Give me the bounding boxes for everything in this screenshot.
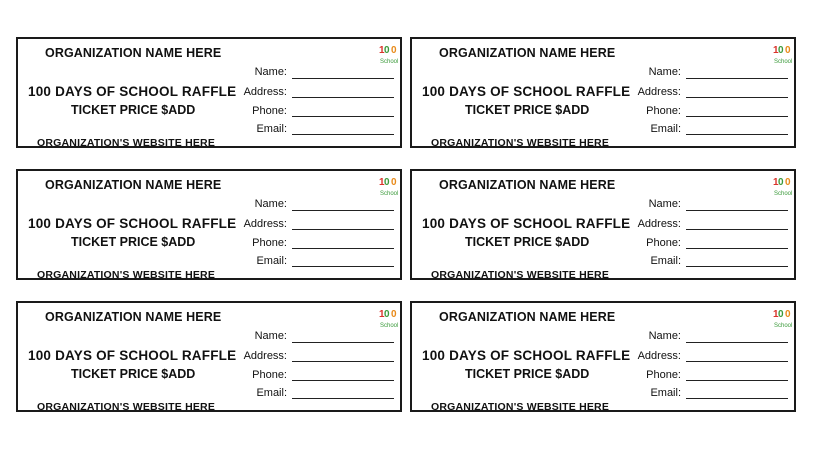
svg-text:1: 1	[773, 45, 779, 56]
svg-text:1: 1	[773, 177, 779, 188]
100-days-logo	[772, 43, 794, 65]
svg-text:0: 0	[391, 177, 397, 188]
address-line	[292, 229, 394, 230]
phone-line	[686, 116, 788, 117]
address-line	[686, 361, 788, 362]
email-label: Email:	[256, 387, 287, 399]
phone-line	[292, 380, 394, 381]
svg-text:0: 0	[785, 309, 791, 320]
100-days-logo	[772, 175, 794, 197]
organization-name: ORGANIZATION NAME HERE	[45, 310, 222, 324]
100-days-logo	[772, 307, 794, 329]
name-label: Name:	[648, 330, 681, 342]
email-line	[686, 266, 788, 267]
svg-text:0: 0	[785, 45, 791, 56]
name-line	[686, 78, 788, 79]
svg-text:0: 0	[384, 45, 390, 56]
email-line	[686, 398, 788, 399]
ticket-price: TICKET PRICE $ADD	[465, 103, 590, 117]
address-label: Address:	[637, 86, 681, 98]
email-line	[292, 134, 394, 135]
name-line	[292, 78, 394, 79]
name-label: Name:	[648, 66, 681, 78]
email-label: Email:	[256, 255, 287, 267]
raffle-title: 100 DAYS OF SCHOOL RAFFLE	[28, 216, 237, 231]
ticket-price: TICKET PRICE $ADD	[71, 235, 196, 249]
raffle-title: 100 DAYS OF SCHOOL RAFFLE	[422, 216, 631, 231]
raffle-ticket	[410, 37, 796, 148]
svg-text:0: 0	[391, 309, 397, 320]
name-line	[686, 342, 788, 343]
svg-text:1: 1	[379, 177, 385, 188]
raffle-title: 100 DAYS OF SCHOOL RAFFLE	[422, 84, 631, 99]
svg-text:0: 0	[778, 177, 784, 188]
100-days-logo	[378, 43, 400, 65]
svg-text:0: 0	[785, 177, 791, 188]
phone-label: Phone:	[252, 237, 287, 249]
phone-label: Phone:	[646, 237, 681, 249]
name-line	[292, 342, 394, 343]
address-label: Address:	[243, 86, 287, 98]
raffle-title: 100 DAYS OF SCHOOL RAFFLE	[28, 348, 237, 363]
100-days-logo	[378, 175, 400, 197]
svg-text:1: 1	[379, 45, 385, 56]
raffle-ticket	[16, 301, 402, 412]
svg-text:School: School	[774, 191, 793, 197]
svg-text:School: School	[774, 59, 793, 65]
name-label: Name:	[648, 198, 681, 210]
svg-text:0: 0	[384, 177, 390, 188]
organization-name: ORGANIZATION NAME HERE	[45, 46, 222, 60]
ticket-price: TICKET PRICE $ADD	[465, 367, 590, 381]
organization-name: ORGANIZATION NAME HERE	[439, 310, 616, 324]
svg-text:1: 1	[379, 309, 385, 320]
address-label: Address:	[243, 350, 287, 362]
svg-text:0: 0	[778, 45, 784, 56]
name-line	[686, 210, 788, 211]
organization-website: ORGANIZATION'S WEBSITE HERE	[37, 269, 216, 281]
email-line	[686, 134, 788, 135]
organization-name: ORGANIZATION NAME HERE	[45, 178, 222, 192]
ticket-price: TICKET PRICE $ADD	[71, 367, 196, 381]
name-label: Name:	[254, 198, 287, 210]
address-label: Address:	[637, 350, 681, 362]
phone-label: Phone:	[252, 105, 287, 117]
phone-label: Phone:	[252, 369, 287, 381]
email-label: Email:	[650, 123, 681, 135]
name-line	[292, 210, 394, 211]
svg-text:School: School	[774, 323, 793, 329]
phone-line	[292, 248, 394, 249]
svg-text:0: 0	[384, 309, 390, 320]
name-label: Name:	[254, 330, 287, 342]
raffle-ticket	[16, 37, 402, 148]
svg-text:School: School	[380, 323, 399, 329]
svg-text:0: 0	[778, 309, 784, 320]
phone-line	[686, 380, 788, 381]
email-line	[292, 266, 394, 267]
svg-text:School: School	[380, 191, 399, 197]
organization-website: ORGANIZATION'S WEBSITE HERE	[431, 401, 610, 413]
organization-name: ORGANIZATION NAME HERE	[439, 178, 616, 192]
phone-label: Phone:	[646, 105, 681, 117]
organization-website: ORGANIZATION'S WEBSITE HERE	[431, 269, 610, 281]
email-label: Email:	[650, 255, 681, 267]
svg-text:0: 0	[391, 45, 397, 56]
ticket-price: TICKET PRICE $ADD	[71, 103, 196, 117]
organization-website: ORGANIZATION'S WEBSITE HERE	[431, 137, 610, 149]
raffle-ticket	[16, 169, 402, 280]
raffle-title: 100 DAYS OF SCHOOL RAFFLE	[28, 84, 237, 99]
organization-website: ORGANIZATION'S WEBSITE HERE	[37, 137, 216, 149]
organization-website: ORGANIZATION'S WEBSITE HERE	[37, 401, 216, 413]
address-label: Address:	[637, 218, 681, 230]
svg-text:School: School	[380, 59, 399, 65]
phone-line	[686, 248, 788, 249]
name-label: Name:	[254, 66, 287, 78]
svg-text:1: 1	[773, 309, 779, 320]
email-label: Email:	[256, 123, 287, 135]
raffle-ticket	[410, 301, 796, 412]
phone-line	[292, 116, 394, 117]
address-line	[292, 97, 394, 98]
organization-name: ORGANIZATION NAME HERE	[439, 46, 616, 60]
100-days-logo	[378, 307, 400, 329]
address-line	[686, 229, 788, 230]
raffle-ticket	[410, 169, 796, 280]
address-line	[292, 361, 394, 362]
phone-label: Phone:	[646, 369, 681, 381]
address-label: Address:	[243, 218, 287, 230]
email-line	[292, 398, 394, 399]
email-label: Email:	[650, 387, 681, 399]
ticket-price: TICKET PRICE $ADD	[465, 235, 590, 249]
address-line	[686, 97, 788, 98]
raffle-title: 100 DAYS OF SCHOOL RAFFLE	[422, 348, 631, 363]
